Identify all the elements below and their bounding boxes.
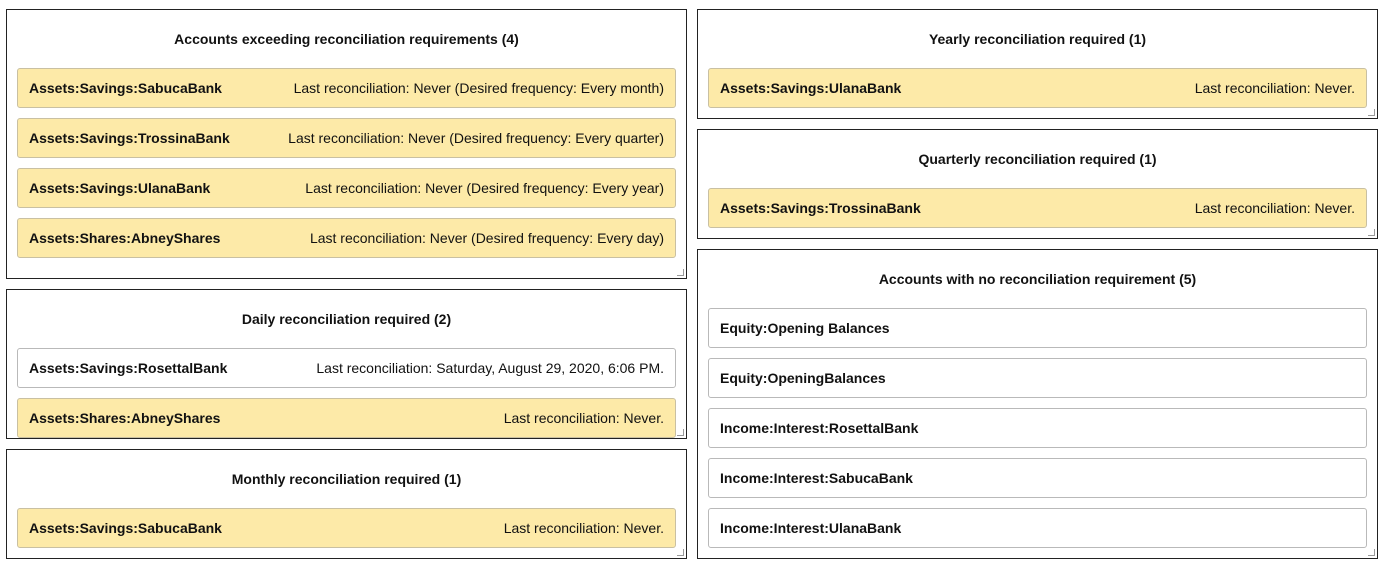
account-name: Assets:Savings:SabucaBank	[29, 80, 222, 96]
panel-title: Quarterly reconciliation required (1)	[918, 151, 1157, 167]
account-row[interactable]	[17, 68, 676, 108]
reconciliation-info: Last reconciliation: Never.	[1194, 80, 1355, 96]
account-row[interactable]	[17, 398, 676, 438]
panel-yearly	[697, 9, 1378, 119]
account-row[interactable]	[708, 188, 1367, 228]
account-name: Assets:Shares:AbneyShares	[29, 410, 221, 426]
reconciliation-info: Last reconciliation: Never (Desired frequency: Every day)	[309, 230, 664, 246]
account-name: Income:Interest:SabucaBank	[720, 470, 913, 486]
account-name: Assets:Savings:TrossinaBank	[29, 130, 230, 146]
account-name: Equity:Opening Balances	[720, 320, 890, 336]
resize-grip-icon[interactable]	[677, 269, 684, 276]
resize-grip-icon[interactable]	[1368, 109, 1375, 116]
account-name: Income:Interest:RosettalBank	[720, 420, 919, 436]
account-name: Assets:Savings:TrossinaBank	[720, 200, 921, 216]
account-row[interactable]	[708, 408, 1367, 448]
resize-grip-icon[interactable]	[677, 549, 684, 556]
reconciliation-info: Last reconciliation: Never.	[1194, 200, 1355, 216]
account-row[interactable]	[708, 458, 1367, 498]
account-row[interactable]	[17, 168, 676, 208]
account-name: Assets:Savings:UlanaBank	[29, 180, 211, 196]
account-row[interactable]	[17, 118, 676, 158]
reconciliation-info: Last reconciliation: Never (Desired frequency: Every year)	[305, 180, 664, 196]
account-name: Income:Interest:UlanaBank	[720, 520, 902, 536]
account-name: Assets:Shares:AbneyShares	[29, 230, 221, 246]
reconciliation-info: Last reconciliation: Saturday, August 29, 2020, 6:06 PM.	[316, 360, 664, 376]
panel-title: Accounts with no reconciliation requirement (5)	[878, 271, 1197, 287]
panel-title: Accounts exceeding reconciliation requirements (4)	[174, 31, 519, 47]
panel-quarterly	[697, 129, 1378, 239]
account-row[interactable]	[708, 68, 1367, 108]
panel-title: Daily reconciliation required (2)	[241, 311, 452, 327]
account-name: Assets:Savings:UlanaBank	[720, 80, 902, 96]
account-name: Equity:OpeningBalances	[720, 370, 886, 386]
panel-daily	[6, 289, 687, 439]
resize-grip-icon[interactable]	[1368, 229, 1375, 236]
resize-grip-icon[interactable]	[1368, 549, 1375, 556]
account-row[interactable]	[708, 358, 1367, 398]
reconciliation-info: Last reconciliation: Never (Desired frequency: Every month)	[293, 80, 664, 96]
panel-title: Yearly reconciliation required (1)	[928, 31, 1147, 47]
reconciliation-info: Last reconciliation: Never.	[503, 520, 664, 536]
account-name: Assets:Savings:RosettalBank	[29, 360, 228, 376]
panel-title: Monthly reconciliation required (1)	[231, 471, 462, 487]
resize-grip-icon[interactable]	[677, 429, 684, 436]
panel-no-requirement	[697, 249, 1378, 559]
account-row[interactable]	[17, 508, 676, 548]
account-row[interactable]	[17, 348, 676, 388]
account-row[interactable]	[708, 308, 1367, 348]
account-name: Assets:Savings:SabucaBank	[29, 520, 222, 536]
reconciliation-info: Last reconciliation: Never (Desired frequency: Every quarter)	[288, 130, 664, 146]
account-row[interactable]	[708, 508, 1367, 548]
panel-monthly	[6, 449, 687, 559]
panel-exceeding-requirements	[6, 9, 687, 279]
reconciliation-info: Last reconciliation: Never.	[503, 410, 664, 426]
account-row[interactable]	[17, 218, 676, 258]
